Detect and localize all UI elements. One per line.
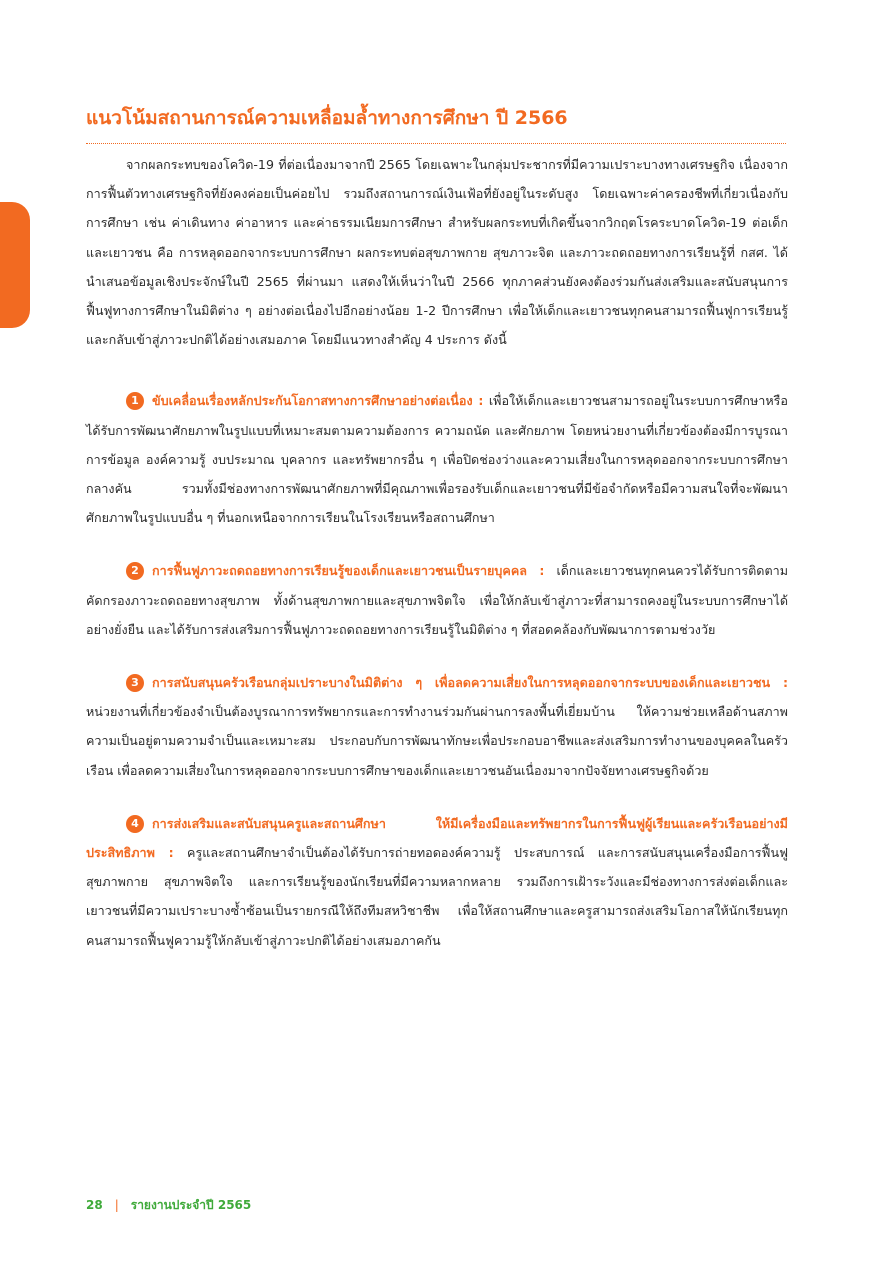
number-badge: 4	[126, 815, 144, 833]
item-heading: การส่งเสริมและสนับสนุนครูและสถานศึกษา ให้มีเครื่องมือและทรัพยากรในการฟื้นฟูผู้เรียนและครัวเรือนอย่างมีประสิทธิภาพ :	[86, 815, 788, 861]
footer-separator: |	[114, 1198, 119, 1212]
item-heading: ขับเคลื่อนเรื่องหลักประกันโอกาสทางการศึกษาอย่างต่อเนื่อง :	[152, 393, 484, 409]
item-body: หน่วยงานที่เกี่ยวข้องจำเป็นต้องบูรณาการทรัพยากรและการทำงานร่วมกันผ่านการลงพื้นที่เยี่ยมบ้าน ให้ความช่วยเหลือด้านสภาพความเป็นอยู่ตามความจำเป็นและเหมาะสม ประกอบกับการพัฒนาทักษะเพื่อประกอบอาชีพและส่งเสริมการทำงานของบุคคลในครัวเรือน เพื่อลดความเสี่ยงในการหลุดออกจากระบบการศึกษาของเด็กและเยาวชนอันเนื่องมาจากปัจจัยทางเศรษฐกิจด้วย	[86, 704, 788, 778]
side-tab-marker	[0, 202, 30, 328]
intro-paragraph: จากผลกระทบของโควิด-19 ที่ต่อเนื่องมาจากปี 2565 โดยเฉพาะในกลุ่มประชากรที่มีความเปราะบางทางเศรษฐกิจ เนื่องจากการฟื้นตัวทางเศรษฐกิจที่ยังคงค่อยเป็นค่อยไป รวมถึงสถานการณ์เงินเฟ้อที่ยังอยู่ในระดับสูง โดยเฉพาะค่าครองชีพที่เกี่ยวเนื่องกับการศึกษา เช่น ค่าเดินทาง ค่าอาหาร และค่าธรรมเนียมการศึกษา สำหรับผลกระทบที่เกิดขึ้นจากวิกฤตโรคระบาดโควิด-19 ต่อเด็กและเยาวชน คือ การหลุดออกจากระบบการศึกษา ผลกระทบต่อสุขภาพกาย สุขภาวะจิต และภาวะถดถอยทางการเรียนรู้ที่ กสศ. ได้นำเสนอข้อมูลเชิงประจักษ์ในปี 2565 ที่ผ่านมา แสดงให้เห็นว่าในปี 2566 ทุกภาคส่วนยังคงต้องร่วมกันส่งเสริมและสนับสนุนการฟื้นฟูทางการศึกษาในมิติต่าง ๆ อย่างต่อเนื่องไปอีกอย่างน้อย 1-2 ปีการศึกษา เพื่อให้เด็กและเยาวชนทุกคนสามารถฟื้นฟูการเรียนรู้และกลับเข้าสู่ภาวะปกติได้อย่างเสมอภาค โดยมีแนวทางสำคัญ 4 ประการ ดังนี้	[86, 157, 788, 348]
report-title: รายงานประจำปี 2565	[130, 1198, 252, 1212]
item-body: ครูและสถานศึกษาจำเป็นต้องได้รับการถ่ายทอดองค์ความรู้ ประสบการณ์ และการสนับสนุนเครื่องมือการฟื้นฟูสุขภาพกาย สุขภาพจิตใจ และการเรียนรู้ของนักเรียนที่มีความหลากหลาย รวมถึงการเฝ้าระวังและมีช่องทางการส่งต่อเด็กและเยาวชนที่มีความเปราะบางซ้ำซ้อนเป็นรายกรณีให้ถึงทีมสหวิชาชีพ เพื่อให้สถานศึกษาและครูสามารถส่งเสริมโอกาสให้นักเรียนทุกคนสามารถฟื้นฟูความรู้ให้กลับเข้าสู่ภาวะปกติได้อย่างเสมอภาคกัน	[86, 845, 789, 948]
list-item	[86, 386, 788, 532]
item-heading: การสนับสนุนครัวเรือนกลุ่มเปราะบางในมิติต่าง ๆ เพื่อลดความเสี่ยงในการหลุดออกจากระบบของเด็กและเยาวชน :	[152, 675, 788, 691]
list-item	[86, 668, 788, 785]
page-footer	[86, 1196, 251, 1215]
document-body	[86, 150, 788, 955]
number-badge: 2	[126, 562, 144, 580]
item-body: เพื่อให้เด็กและเยาวชนสามารถอยู่ในระบบการศึกษาหรือได้รับการพัฒนาศักยภาพในรูปแบบที่เหมาะสมตามความต้องการ ความถนัด และศักยภาพ โดยหน่วยงานที่เกี่ยวข้องต้องมีการบูรณาการข้อมูล องค์ความรู้ งบประมาณ บุคลากร และทรัพยากรอื่น ๆ เพื่อปิดช่องว่างและความเสี่ยงในการหลุดออกจากระบบการศึกษากลางคัน รวมทั้งมีช่องทางการพัฒนาศักยภาพที่มีคุณภาพเพื่อรองรับเด็กและเยาวชนที่มีข้อจำกัดหรือมีความสนใจที่จะพัฒนาศักยภาพในรูปแบบอื่น ๆ ที่นอกเหนือจากการเรียนในโรงเรียนหรือสถานศึกษา	[86, 393, 788, 526]
page-number: 28	[86, 1198, 103, 1212]
list-item	[86, 809, 788, 955]
item-heading: การฟื้นฟูภาวะถดถอยทางการเรียนรู้ของเด็กและเยาวชนเป็นรายบุคคล :	[152, 563, 545, 579]
number-badge: 1	[126, 392, 144, 410]
list-item	[86, 556, 788, 644]
page-title: แนวโน้มสถานการณ์ความเหลื่อมล้ำทางการศึกษา ปี 2566	[86, 103, 786, 144]
number-badge: 3	[126, 674, 144, 692]
item-body: เด็กและเยาวชนทุกคนควรได้รับการติดตาม คัดกรองภาวะถดถอยทางสุขภาพ ทั้งด้านสุขภาพกายและสุขภาพจิตใจ เพื่อให้กลับเข้าสู่ภาวะที่สามารถคงอยู่ในระบบการศึกษาได้อย่างยั่งยืน และได้รับการส่งเสริมการฟื้นฟูภาวะถดถอยทางการเรียนรู้ในมิติต่าง ๆ ที่สอดคล้องกับพัฒนาการตามช่วงวัย	[86, 563, 788, 637]
